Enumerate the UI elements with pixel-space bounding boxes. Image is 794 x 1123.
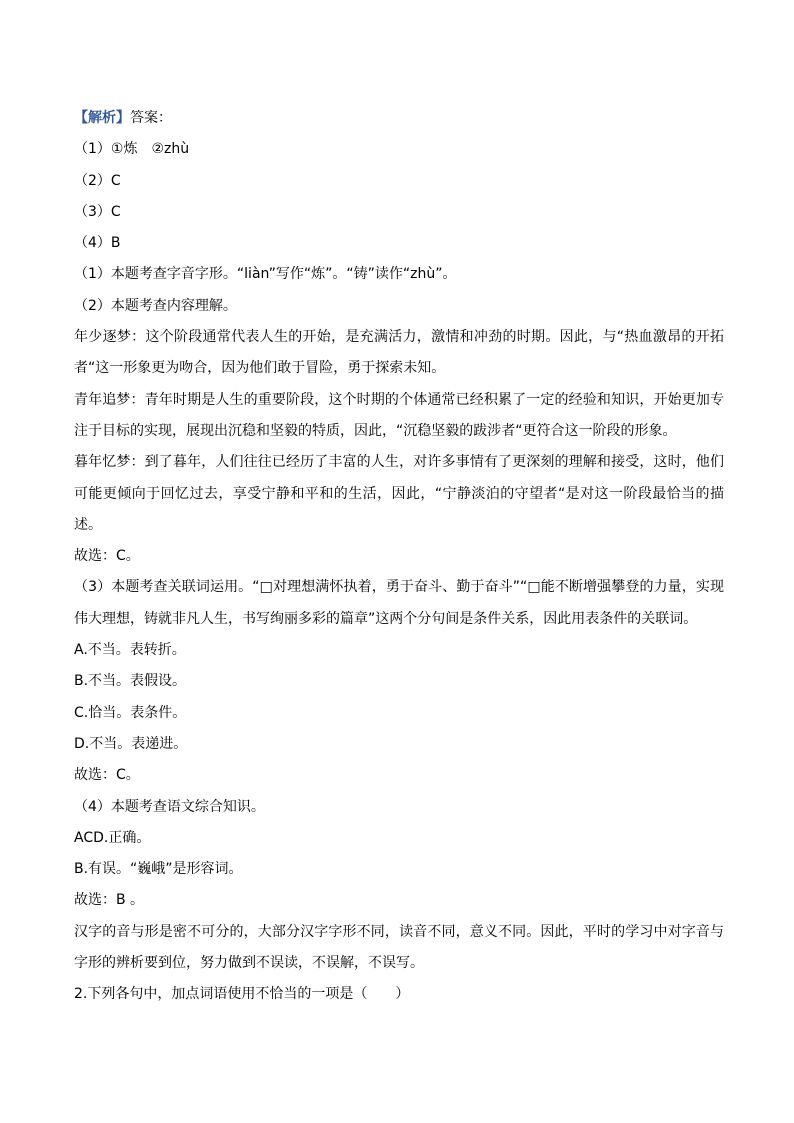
q3-choice: 故选：C。 — [74, 767, 140, 784]
q3-option-b: B.不当。表假设。 — [74, 673, 187, 690]
q2-paragraph-old-age: 暮年忆梦：到了暮年，人们往往已经历了丰富的人生，对许多事情有了更深刻的理解和接受，这时，他们可能更倾向于回忆过去，享受宁静和平和的生活，因此，“宁静淡泊的守望者“是对这一阶段最恰当的描述。 — [74, 454, 724, 533]
q2-paragraph-young-adult: 青年追梦：青年时期是人生的重要阶段，这个时期的个体通常已经积累了一定的经验和知识，开始更加专注于目标的实现，展现出沉稳和坚毅的特质，因此，“沉稳坚毅的跋涉者“更符合这一阶段的形象。 — [74, 391, 724, 439]
q1-explanation: （1）本题考查字音字形。“liàn”写作“炼”。“铸”读作“zhù”。 — [74, 266, 457, 283]
q4-choice: 故选：B 。 — [74, 892, 145, 909]
q3-option-d: D.不当。表递进。 — [74, 735, 188, 752]
answer-label: 答案： — [130, 110, 172, 126]
q2-choice: 故选：C。 — [74, 548, 140, 565]
q2-intro: （2）本题考查内容理解。 — [74, 297, 237, 314]
answer-3: （3）C — [74, 203, 121, 220]
q4-intro: （4）本题考查语文综合知识。 — [74, 798, 265, 815]
q4-summary: 汉字的音与形是密不可分的，大部分汉字字形不同，读音不同，意义不同。因此，平时的学习中对字音与字形的辨析要到位，努力做到不误读，不误解，不误写。 — [74, 923, 724, 972]
answer-4: （4）B — [74, 235, 121, 252]
answer-analysis — [74, 103, 724, 1011]
q4-acd: ACD.正确。 — [74, 829, 151, 846]
answer-1: （1）①炼 ②zhù — [74, 141, 190, 158]
q3-intro: （3）本题考查关联词运用。“□对理想满怀执着，勇于奋斗、勤于奋斗”“□能不断增强攀登的力量，实现伟大理想，铸就非凡人生，书写绚丽多彩的篇章”这两个分句间是条件关系，因此用表条件的关联词。 — [74, 579, 724, 627]
q3-option-c: C.恰当。表条件。 — [74, 704, 187, 721]
analysis-label: 【解析】 — [74, 110, 130, 126]
answer-2: （2）C — [74, 172, 121, 189]
q4-option-b: B.有误。“巍峨”是形容词。 — [74, 861, 243, 878]
next-question: 2.下列各句中，加点词语使用不恰当的一项是（ ） — [74, 986, 410, 1003]
analysis-header — [74, 103, 724, 134]
q2-paragraph-youth: 年少逐梦：这个阶段通常代表人生的开始，是充满活力，激情和冲劲的时期。因此，与“热血激昂的开拓者“这一形象更为吻合，因为他们敢于冒险，勇于探索未知。 — [74, 329, 724, 377]
q3-option-a: A.不当。表转折。 — [74, 642, 186, 659]
